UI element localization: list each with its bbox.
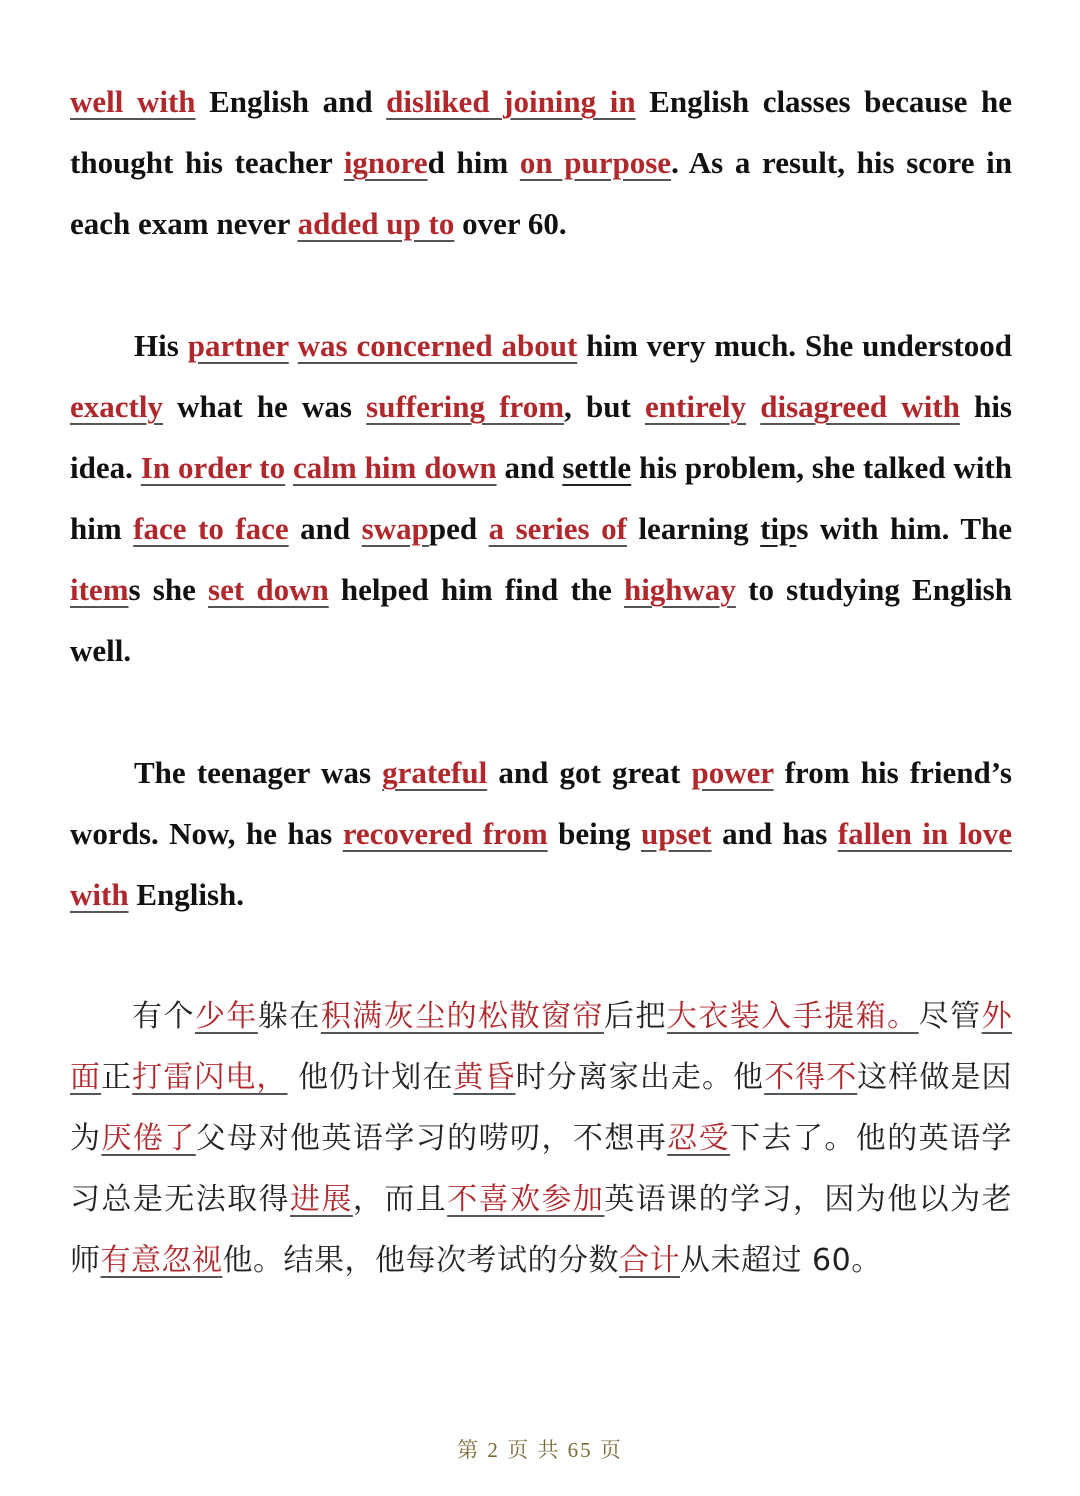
paragraph-text: his idea.	[70, 389, 1012, 485]
key-phrase: entirely	[645, 389, 747, 424]
paragraph-text: English and	[195, 84, 387, 119]
paragraph-text: 他。结果，他每次考试的分数	[222, 1243, 619, 1278]
paragraph-text: 父母对他英语学习的唠叨，不想再	[195, 1121, 668, 1156]
paragraph-text: English classes because he thought his teacher	[70, 84, 1012, 180]
key-phrase: 厌倦了	[101, 1121, 196, 1156]
paragraph-text: ，而且	[352, 1182, 448, 1217]
key-phrase: 外面	[70, 999, 1013, 1095]
key-phrase: 忍受	[667, 1121, 731, 1156]
key-phrase: 积满灰尘的松散窗帘	[320, 999, 604, 1034]
paragraph-2	[70, 315, 1012, 681]
key-phrase: well with	[70, 84, 196, 119]
paragraph-text: 躲在	[257, 999, 321, 1034]
paragraph-text: him very much. She understood	[577, 328, 1013, 363]
key-phrase: disagreed with	[760, 389, 960, 424]
paragraph-text: s with him. The	[796, 511, 1013, 546]
paragraph-text: English.	[128, 877, 245, 912]
key-phrase: 少年	[194, 999, 258, 1034]
page-number-footer: 第 2 页 共 65 页	[457, 1438, 623, 1462]
paragraph-text: 下去了。他的英语学习总是无法取得	[70, 1121, 1013, 1217]
key-phrase: added up to	[297, 206, 455, 241]
paragraph-text: , but	[564, 389, 646, 424]
key-word: settle	[562, 450, 632, 485]
paragraph-text: 英语课的学习，因为他以为老师	[70, 1182, 1013, 1278]
key-word: tip	[760, 511, 797, 546]
paragraph-text: His	[134, 328, 188, 363]
paragraph-text: and	[496, 450, 563, 485]
key-phrase: 不得不	[764, 1060, 858, 1095]
paragraph-text: 尽管	[918, 999, 982, 1034]
key-phrase: upset	[640, 816, 712, 851]
key-phrase: suffering from	[366, 389, 565, 424]
paragraph-text: 他仍计划在	[287, 1060, 454, 1095]
paragraph-text: helped him find the	[328, 572, 624, 607]
paragraph-text: and has	[711, 816, 838, 851]
key-phrase: power	[691, 755, 774, 790]
key-phrase: 有意忽视	[100, 1243, 223, 1278]
paragraph-text: and got great	[487, 755, 692, 790]
key-phrase: fallen in love with	[70, 816, 1012, 912]
key-phrase: disliked joining in	[386, 84, 636, 119]
paragraph-text: 时分离家出走。他	[515, 1060, 765, 1095]
key-phrase: highway	[623, 572, 736, 607]
key-phrase: 打雷闪电，	[132, 1060, 288, 1095]
key-phrase: on purpose	[519, 145, 672, 180]
key-phrase: exactly	[70, 389, 163, 424]
paragraph-text: what he was	[162, 389, 367, 424]
paragraph-chinese-translation	[70, 986, 1012, 1291]
key-phrase: 进展	[290, 1182, 353, 1217]
paragraph-3	[70, 742, 1012, 925]
paragraph-text: d him	[427, 145, 520, 180]
paragraph-text: 有个	[132, 999, 195, 1034]
key-phrase: calm him down	[293, 450, 497, 485]
paragraph-text: learning	[626, 511, 761, 546]
key-phrase: grateful	[382, 755, 488, 790]
paragraph-text: being	[547, 816, 641, 851]
paragraph-text: his problem, she talked with him	[70, 450, 1012, 546]
key-phrase: partner	[187, 328, 289, 363]
paragraph-text: over 60.	[454, 206, 567, 241]
paragraph-text	[746, 389, 760, 424]
paragraph-text: . As a result, his score in each exam never	[70, 145, 1013, 241]
paragraph-1	[70, 71, 1012, 254]
key-phrase: ignore	[343, 145, 428, 180]
paragraph-text: 正	[101, 1060, 133, 1095]
paragraph-text: from his friend’s words. Now, he has	[70, 755, 1013, 851]
key-phrase: item	[70, 572, 129, 607]
paragraph-text: 后把	[603, 999, 667, 1034]
key-phrase: was concerned about	[297, 328, 578, 363]
paragraph-text: to studying English well.	[70, 572, 1012, 668]
paragraph-text: 这样做是因为	[70, 1060, 1013, 1156]
key-phrase: In order to	[140, 450, 286, 485]
paragraph-text: The teenager was	[134, 755, 383, 790]
key-phrase: set down	[208, 572, 329, 607]
paragraph-text	[285, 450, 293, 485]
key-phrase: recovered from	[342, 816, 548, 851]
key-phrase: 不喜欢参加	[447, 1182, 605, 1217]
key-phrase: 大衣装入手提箱。	[666, 999, 919, 1034]
paragraph-text: s she	[128, 572, 209, 607]
key-phrase: a series of	[488, 511, 627, 546]
paragraph-text	[289, 328, 298, 363]
paragraph-text: and	[288, 511, 362, 546]
key-phrase: 合计	[619, 1243, 680, 1278]
paragraph-text: ped	[428, 511, 489, 546]
key-phrase: swap	[361, 511, 429, 546]
key-phrase: face to face	[133, 511, 289, 546]
paragraph-text: 从未超过 60。	[680, 1243, 882, 1278]
key-phrase: 黄昏	[453, 1060, 516, 1095]
